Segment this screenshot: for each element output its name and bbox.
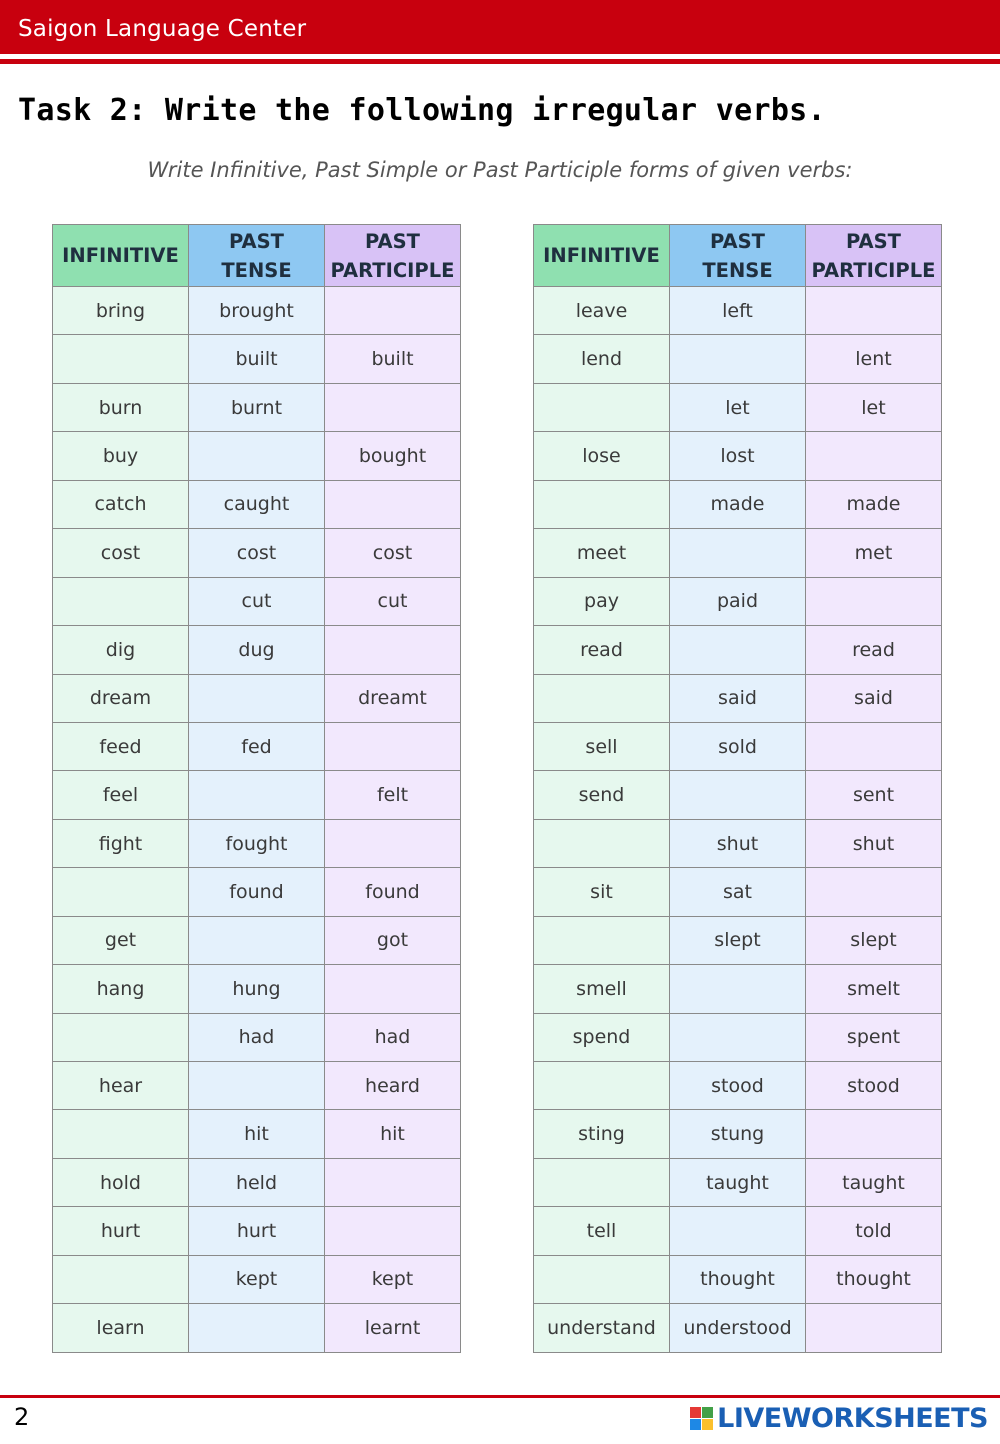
cell-past-tense[interactable] (670, 965, 806, 1013)
cell-past-participle[interactable] (325, 965, 461, 1013)
table-row (534, 868, 942, 916)
cell-past-tense: stood (670, 1062, 806, 1110)
cell-past-tense: burnt (189, 383, 325, 431)
table-row (534, 1110, 942, 1158)
header-divider (0, 59, 1000, 64)
table-row (53, 529, 461, 577)
cell-infinitive: read (534, 626, 670, 674)
table-header-row (53, 225, 461, 287)
cell-past-participle: heard (325, 1062, 461, 1110)
cell-infinitive[interactable] (534, 916, 670, 964)
cell-past-participle[interactable] (806, 1304, 942, 1352)
cell-past-participle[interactable] (806, 868, 942, 916)
cell-infinitive[interactable] (53, 1013, 189, 1061)
table-row (53, 1062, 461, 1110)
cell-past-participle: thought (806, 1255, 942, 1303)
cell-infinitive: get (53, 916, 189, 964)
cell-past-participle: said (806, 674, 942, 722)
brand-name: LIVEWORKSHEETS (717, 1403, 988, 1434)
cell-infinitive[interactable] (53, 335, 189, 383)
table-row (53, 1110, 461, 1158)
column-header-infinitive: INFINITIVE (534, 225, 670, 287)
cell-past-participle: lent (806, 335, 942, 383)
cell-infinitive: catch (53, 480, 189, 528)
cell-past-tense: sat (670, 868, 806, 916)
cell-past-tense[interactable] (189, 674, 325, 722)
cell-past-tense: shut (670, 819, 806, 867)
table-row (534, 771, 942, 819)
cell-past-tense: found (189, 868, 325, 916)
cell-past-participle: built (325, 335, 461, 383)
cell-past-participle[interactable] (325, 480, 461, 528)
table-row (534, 1013, 942, 1061)
task-title: Task 2: Write the following irregular verbs. (18, 93, 826, 128)
cell-past-tense: built (189, 335, 325, 383)
table-row (53, 722, 461, 770)
cell-past-tense[interactable] (189, 1304, 325, 1352)
cell-past-participle[interactable] (325, 722, 461, 770)
table-row (534, 335, 942, 383)
cell-past-participle: read (806, 626, 942, 674)
table-row (53, 868, 461, 916)
cell-past-participle[interactable] (325, 1207, 461, 1255)
cell-infinitive: dream (53, 674, 189, 722)
cell-past-tense: cut (189, 577, 325, 625)
cell-infinitive: lend (534, 335, 670, 383)
cell-past-participle: felt (325, 771, 461, 819)
table-row (534, 577, 942, 625)
table-row (534, 383, 942, 431)
cell-past-participle[interactable] (806, 287, 942, 335)
cell-past-tense: sold (670, 722, 806, 770)
cell-past-tense: caught (189, 480, 325, 528)
table-row (53, 577, 461, 625)
cell-infinitive: smell (534, 965, 670, 1013)
cell-past-participle: found (325, 868, 461, 916)
cell-past-tense[interactable] (189, 432, 325, 480)
table-row (534, 432, 942, 480)
cell-infinitive: send (534, 771, 670, 819)
cell-past-tense: brought (189, 287, 325, 335)
cell-infinitive: understand (534, 1304, 670, 1352)
cell-past-tense: said (670, 674, 806, 722)
cell-infinitive: leave (534, 287, 670, 335)
cell-infinitive: spend (534, 1013, 670, 1061)
cell-infinitive: learn (53, 1304, 189, 1352)
cell-past-participle: made (806, 480, 942, 528)
cell-past-participle: had (325, 1013, 461, 1061)
table-row (53, 1207, 461, 1255)
cell-past-tense: paid (670, 577, 806, 625)
page-number: 2 (14, 1403, 30, 1431)
table-row (53, 1255, 461, 1303)
cell-infinitive[interactable] (534, 819, 670, 867)
table-header-row (534, 225, 942, 287)
cell-past-tense: left (670, 287, 806, 335)
cell-infinitive: tell (534, 1207, 670, 1255)
cell-infinitive[interactable] (53, 577, 189, 625)
cell-infinitive: hold (53, 1158, 189, 1206)
cell-past-participle: got (325, 916, 461, 964)
footer-divider (0, 1395, 1000, 1398)
table-row (534, 916, 942, 964)
table-row (53, 771, 461, 819)
cell-past-tense: taught (670, 1158, 806, 1206)
cell-past-tense: let (670, 383, 806, 431)
cell-past-tense: made (670, 480, 806, 528)
table-row (534, 965, 942, 1013)
cell-past-participle[interactable] (325, 626, 461, 674)
cell-past-participle[interactable] (806, 577, 942, 625)
cell-past-tense: fought (189, 819, 325, 867)
cell-infinitive: sting (534, 1110, 670, 1158)
cell-infinitive: hang (53, 965, 189, 1013)
table-row (534, 722, 942, 770)
cell-infinitive: burn (53, 383, 189, 431)
cell-infinitive: dig (53, 626, 189, 674)
cell-infinitive[interactable] (53, 1110, 189, 1158)
table-row (534, 1207, 942, 1255)
cell-infinitive: pay (534, 577, 670, 625)
cell-past-tense: held (189, 1158, 325, 1206)
cell-past-participle: let (806, 383, 942, 431)
cell-past-participle: learnt (325, 1304, 461, 1352)
cell-past-tense: hurt (189, 1207, 325, 1255)
cell-infinitive: bring (53, 287, 189, 335)
cell-infinitive: sit (534, 868, 670, 916)
cell-past-participle: told (806, 1207, 942, 1255)
cell-past-tense: dug (189, 626, 325, 674)
verbs-table-left (52, 224, 461, 1353)
cell-past-tense[interactable] (189, 1062, 325, 1110)
table-row (53, 432, 461, 480)
table-row (534, 674, 942, 722)
table-row (53, 1304, 461, 1352)
table-row (534, 1304, 942, 1352)
table-row (53, 1158, 461, 1206)
cell-infinitive[interactable] (534, 1062, 670, 1110)
cell-infinitive: hurt (53, 1207, 189, 1255)
cell-past-tense: had (189, 1013, 325, 1061)
cell-past-tense: kept (189, 1255, 325, 1303)
table-row (53, 1013, 461, 1061)
cell-past-tense[interactable] (670, 335, 806, 383)
cell-past-tense: stung (670, 1110, 806, 1158)
cell-infinitive: feed (53, 722, 189, 770)
cell-past-tense[interactable] (670, 626, 806, 674)
cell-past-participle: kept (325, 1255, 461, 1303)
table-row (53, 916, 461, 964)
cell-past-tense[interactable] (670, 1013, 806, 1061)
table-row (53, 819, 461, 867)
table-row (534, 480, 942, 528)
cell-past-tense[interactable] (670, 1207, 806, 1255)
cell-infinitive[interactable] (534, 383, 670, 431)
table-row (534, 1158, 942, 1206)
column-header-past-participle: PAST PARTICIPLE (806, 225, 942, 287)
cell-past-participle[interactable] (325, 1158, 461, 1206)
table-row (534, 1255, 942, 1303)
table-row (534, 287, 942, 335)
cell-past-participle[interactable] (806, 722, 942, 770)
cell-past-tense[interactable] (189, 771, 325, 819)
cell-infinitive: lose (534, 432, 670, 480)
cell-past-tense: cost (189, 529, 325, 577)
table-row (53, 335, 461, 383)
table-row (53, 674, 461, 722)
cell-past-participle[interactable] (806, 1110, 942, 1158)
cell-past-tense: thought (670, 1255, 806, 1303)
cell-past-participle: taught (806, 1158, 942, 1206)
cell-past-participle[interactable] (325, 287, 461, 335)
cell-past-participle: met (806, 529, 942, 577)
cell-infinitive[interactable] (534, 480, 670, 528)
column-header-past-tense: PAST TENSE (189, 225, 325, 287)
table-row (53, 965, 461, 1013)
table-row (534, 1062, 942, 1110)
brand[interactable] (690, 1403, 988, 1434)
cell-past-tense: hung (189, 965, 325, 1013)
cell-past-participle: spent (806, 1013, 942, 1061)
table-row (53, 383, 461, 431)
table-row (53, 287, 461, 335)
cell-past-participle: hit (325, 1110, 461, 1158)
cell-infinitive: meet (534, 529, 670, 577)
column-header-past-participle: PAST PARTICIPLE (325, 225, 461, 287)
liveworksheets-logo-icon (690, 1407, 713, 1430)
cell-past-participle: sent (806, 771, 942, 819)
cell-past-tense: fed (189, 722, 325, 770)
table-row (53, 626, 461, 674)
task-instruction: Write Infinitive, Past Simple or Past Participle forms of given verbs: (147, 158, 853, 182)
cell-past-participle: shut (806, 819, 942, 867)
table-row (534, 626, 942, 674)
cell-past-tense[interactable] (189, 916, 325, 964)
cell-past-participle: slept (806, 916, 942, 964)
table-row (534, 529, 942, 577)
cell-infinitive: feel (53, 771, 189, 819)
cell-infinitive[interactable] (534, 1158, 670, 1206)
cell-past-participle: stood (806, 1062, 942, 1110)
cell-infinitive: sell (534, 722, 670, 770)
column-header-past-tense: PAST TENSE (670, 225, 806, 287)
column-header-infinitive: INFINITIVE (53, 225, 189, 287)
cell-past-participle: bought (325, 432, 461, 480)
cell-infinitive[interactable] (53, 868, 189, 916)
cell-past-participle: cut (325, 577, 461, 625)
cell-past-participle: smelt (806, 965, 942, 1013)
table-row (534, 819, 942, 867)
cell-past-tense[interactable] (670, 771, 806, 819)
cell-past-participle[interactable] (806, 432, 942, 480)
cell-past-participle: cost (325, 529, 461, 577)
cell-past-tense: hit (189, 1110, 325, 1158)
cell-infinitive: cost (53, 529, 189, 577)
cell-infinitive[interactable] (534, 674, 670, 722)
cell-past-participle[interactable] (325, 819, 461, 867)
cell-infinitive: buy (53, 432, 189, 480)
table-row (53, 480, 461, 528)
header-title: Saigon Language Center (18, 16, 307, 42)
cell-past-tense[interactable] (670, 529, 806, 577)
cell-past-tense: slept (670, 916, 806, 964)
cell-infinitive[interactable] (53, 1255, 189, 1303)
cell-infinitive[interactable] (534, 1255, 670, 1303)
cell-past-tense: lost (670, 432, 806, 480)
cell-past-tense: understood (670, 1304, 806, 1352)
verbs-table-right (533, 224, 942, 1353)
cell-infinitive: fight (53, 819, 189, 867)
cell-past-participle: dreamt (325, 674, 461, 722)
cell-past-participle[interactable] (325, 383, 461, 431)
cell-infinitive: hear (53, 1062, 189, 1110)
